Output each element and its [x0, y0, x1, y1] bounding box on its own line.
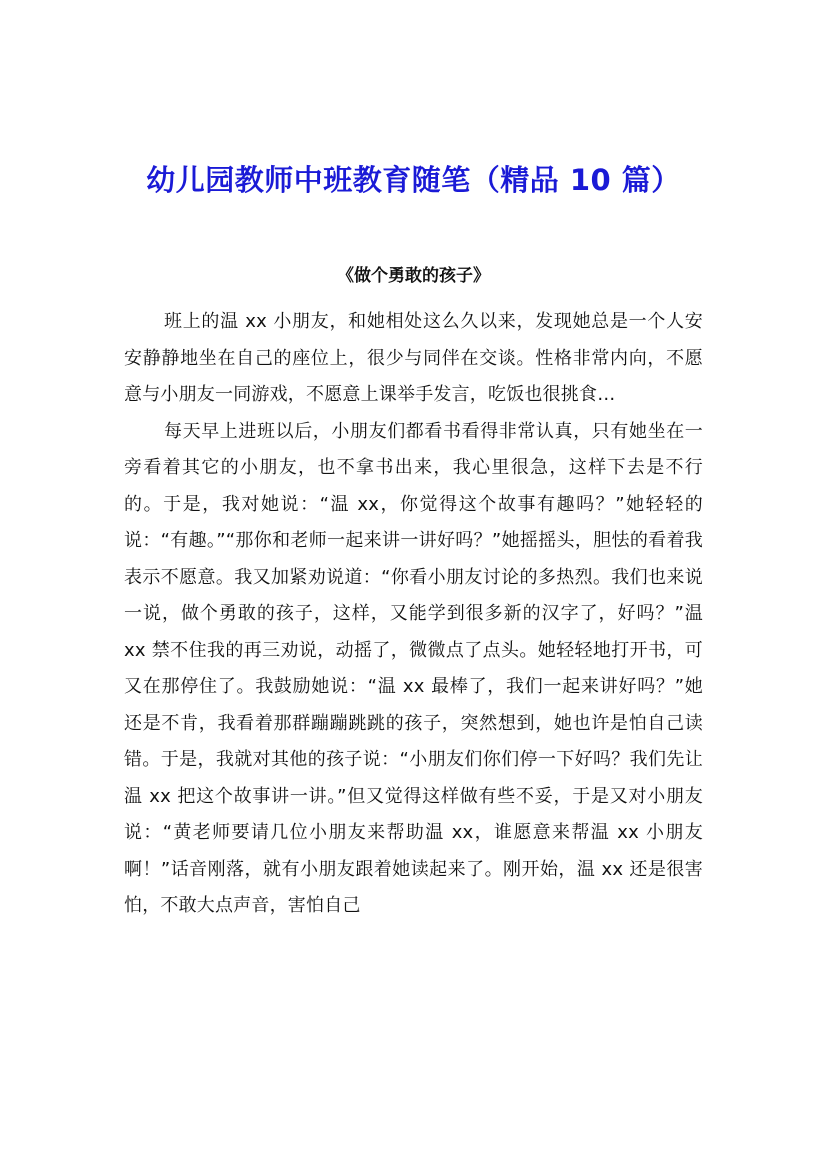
- paragraph-2: 每天早上进班以后，小朋友们都看书看得非常认真，只有她坐在一旁看着其它的小朋友，也不拿书出来，我心里很急，这样下去是不行的。于是，我对她说：“温 xx，你觉得这个故事有趣吗？”她轻轻的说：“有趣。”“那你和老师一起来讲一讲好吗？”她摇摇头，胆怯的看着我表示不愿意。我又加紧劝说道：“你看小朋友讨论的多热烈。我们也来说一说，做个勇敢的孩子，这样，又能学到很多新的汉字了，好吗？”温 xx 禁不住我的再三劝说，动摇了，微微点了点头。她轻轻地打开书，可又在那停住了。我鼓励她说：“温 xx 最棒了，我们一起来讲好吗？”她还是不肯，我看着那群蹦蹦跳跳的孩子，突然想到，她也许是怕自己读错。于是，我就对其他的孩子说：“小朋友们你们停一下好吗？我们先让温 xx 把这个故事讲一讲。”但又觉得这样做有些不妥，于是又对小朋友说：“黄老师要请几位小朋友来帮助温 xx，谁愿意来帮温 xx 小朋友啊！”话音刚落，就有小朋友跟着她读起来了。刚开始，温 xx 还是很害怕，不敢大点声音，害怕自己: [124, 420, 703, 916]
- document-title: 幼儿园教师中班教育随笔（精品 10 篇）: [146, 163, 681, 197]
- paragraph-1: 班上的温 xx 小朋友，和她相处这么久以来，发现她总是一个人安安静静地坐在自己的座位上，很少与同伴在交谈。性格非常内向，不愿意与小朋友一同游戏，不愿意上课举手发言，吃饭也很挑食…: [124, 311, 703, 405]
- body-text: [124, 304, 703, 925]
- section-heading: 《做个勇敢的孩子》: [337, 266, 490, 286]
